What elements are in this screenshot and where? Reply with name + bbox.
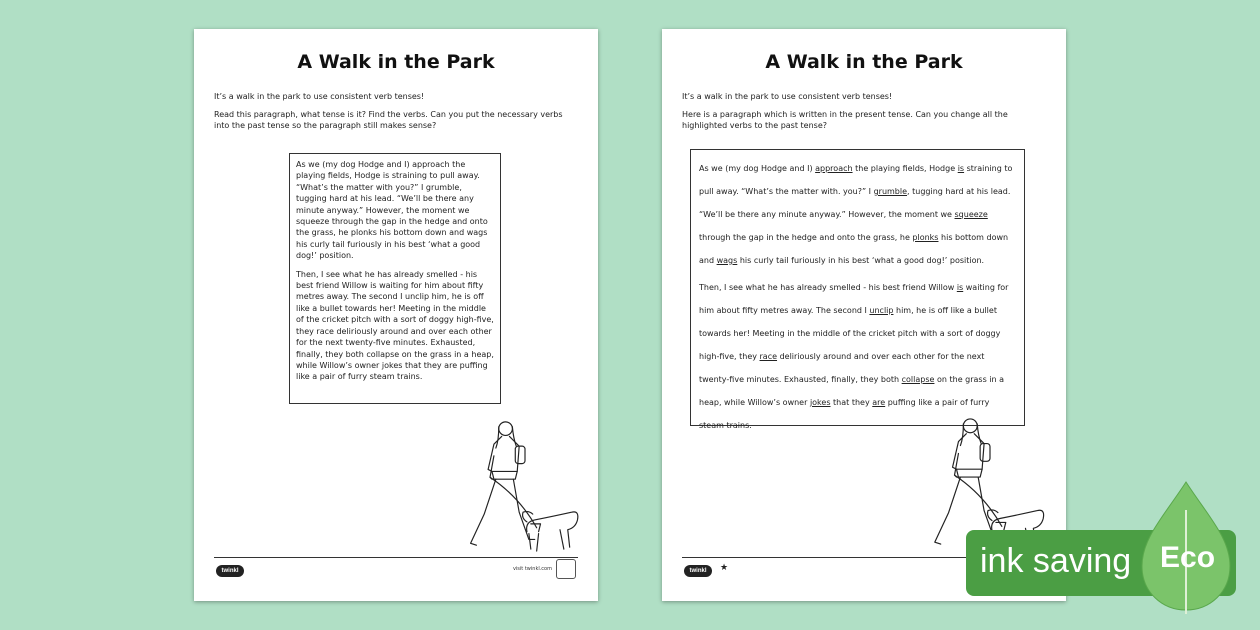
highlighted-verb: squeeze	[954, 210, 988, 219]
story-box	[289, 153, 501, 404]
worksheet-title: A Walk in the Park	[297, 51, 495, 73]
twinkl-logo: twinkl	[684, 565, 712, 577]
visit-link: visit twinkl.com	[512, 566, 552, 572]
story-paragraph-1: As we (my dog Hodge and I) approach the playing fields, Hodge is straining to pull away. “What’s the matter with. you?” I grumble, tugging hard at his lead. “We’ll be there any minute anyway.” However, the moment we squeeze through the gap in the hedge and onto the grass, he plonks his bottom down and wags his curly tail furiously in his best ‘what a good dog!’ position.	[699, 164, 1013, 265]
highlighted-verb: is	[957, 164, 965, 173]
story-box	[690, 149, 1025, 430]
story-paragraph-1: As we (my dog Hodge and I) approach the playing fields, Hodge is straining to pull away. “What’s the matter with you?” I grumble, tugging hard at his lead. “We’ll be there any minute anyway.” However, the moment we squeeze through the gap in the hedge and onto the grass, he plonks his bottom down and wags his curly tail furiously in his best ‘what a good dog!’ position.	[296, 160, 488, 261]
eco-label: Eco	[1160, 541, 1216, 574]
instructions: Here is a paragraph which is written in the present tense. Can you change all the highlighted verbs to the past tense?	[682, 110, 1008, 130]
highlighted-verb: unclip	[869, 306, 894, 315]
story-paragraph-2: Then, I see what he has already smelled - his best friend Willow is waiting for him about fifty metres away. The second I unclip him, he is off like a bullet towards her! Meeting in the middle of the cricket pitch with a sort of doggy high-five, they race deliriously around and over each other for the next twenty-five minutes. Exhausted, finally, they both collapse on the grass in a heap, while Willow’s owner jokes that they are puffing like a pair of furry steam trains.	[296, 269, 494, 382]
highlighted-verb: race	[759, 352, 778, 361]
highlighted-verb: is	[956, 283, 964, 292]
worksheet-right	[662, 29, 1066, 601]
woman-walking-dog-illustration	[466, 417, 584, 553]
highlighted-verb: jokes	[809, 398, 831, 407]
highlighted-verb: plonks	[912, 233, 939, 242]
intro-line: It’s a walk in the park to use consistent verb tenses!	[682, 92, 893, 101]
highlighted-verb: are	[872, 398, 886, 407]
footer-rule	[214, 557, 578, 558]
star-icon: ★	[720, 563, 729, 573]
quality-badge-icon	[556, 559, 576, 579]
worksheet-left	[194, 29, 598, 601]
highlighted-verb: collapse	[901, 375, 935, 384]
highlighted-verb: wags	[716, 256, 738, 265]
instructions: Read this paragraph, what tense is it? Find the verbs. Can you put the necessary verbs into the past tense so the paragraph still makes sense?	[214, 110, 563, 130]
worksheet-title: A Walk in the Park	[765, 51, 963, 73]
twinkl-logo: twinkl	[216, 565, 244, 577]
highlighted-verb: grumble	[873, 187, 908, 196]
intro-line: It’s a walk in the park to use consistent verb tenses!	[214, 92, 425, 101]
highlighted-verb: approach	[815, 164, 853, 173]
ink-saving-label: ink saving	[980, 542, 1132, 580]
story-paragraph-2: Then, I see what he has already smelled - his best friend Willow is waiting for him about fifty metres away. The second I unclip him, he is off like a bullet towards her! Meeting in the middle of the cricket pitch with a sort of doggy high-five, they race deliriously around and over each other for the next twenty-five minutes. Exhausted, finally, they both collapse on the grass in a heap, while Willow’s owner jokes that they are puffing like a pair of furry steam trains.	[699, 283, 1009, 430]
